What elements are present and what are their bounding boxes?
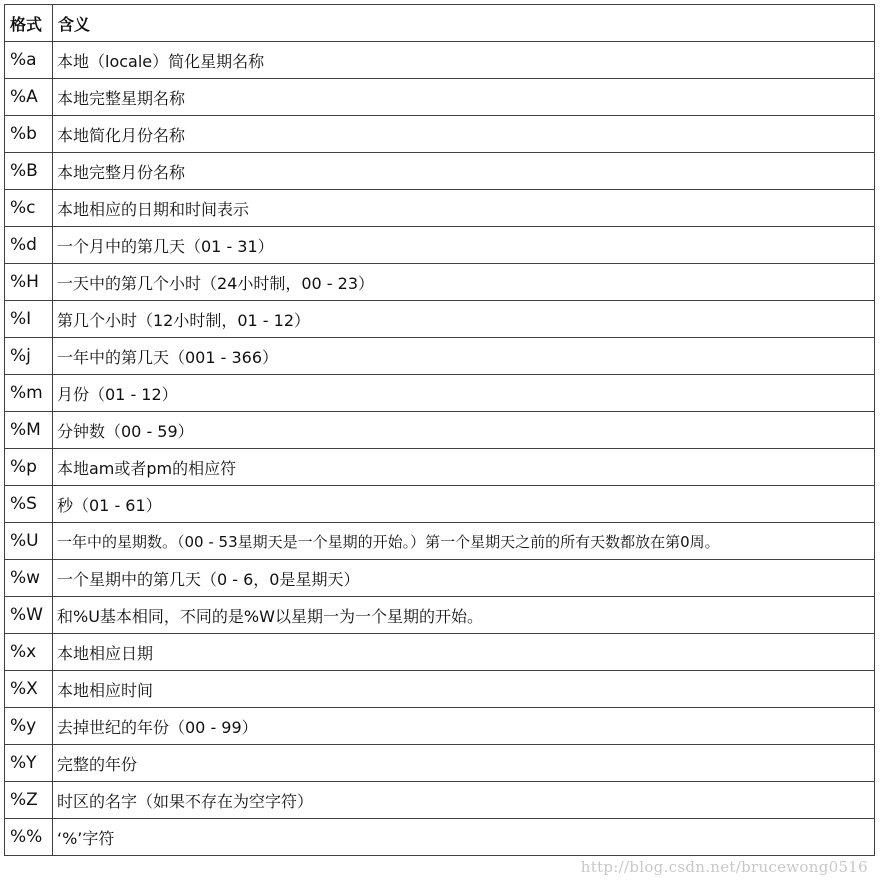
format-meaning: 本地相应时间 — [53, 671, 875, 708]
format-meaning: 第几个小时（12小时制，01 - 12） — [53, 301, 875, 338]
table-row — [5, 560, 875, 597]
format-meaning: 本地（locale）简化星期名称 — [53, 42, 875, 79]
table-row — [5, 338, 875, 375]
table-row — [5, 523, 875, 560]
format-code: %y — [5, 708, 53, 745]
format-code: %j — [5, 338, 53, 375]
format-code: %U — [5, 523, 53, 560]
table-row — [5, 190, 875, 227]
format-code: %m — [5, 375, 53, 412]
table-row — [5, 116, 875, 153]
table-header-row — [5, 5, 875, 42]
format-code: %S — [5, 486, 53, 523]
format-meaning: 本地am或者pm的相应符 — [53, 449, 875, 486]
format-meaning: 一年中的第几天（001 - 366） — [53, 338, 875, 375]
header-format: 格式 — [5, 5, 53, 42]
format-meaning: 一个星期中的第几天（0 - 6，0是星期天） — [53, 560, 875, 597]
table-row — [5, 153, 875, 190]
table-row — [5, 671, 875, 708]
format-meaning: 一年中的星期数。（00 - 53星期天是一个星期的开始。）第一个星期天之前的所有天数都放在第0周。 — [53, 523, 875, 560]
table-row — [5, 42, 875, 79]
table-row — [5, 597, 875, 634]
format-meaning: 时区的名字（如果不存在为空字符） — [53, 782, 875, 819]
format-code: %% — [5, 819, 53, 856]
table-row — [5, 301, 875, 338]
format-code: %W — [5, 597, 53, 634]
table-row — [5, 375, 875, 412]
table-row — [5, 264, 875, 301]
format-meaning: 本地相应日期 — [53, 634, 875, 671]
table-row — [5, 449, 875, 486]
format-code: %I — [5, 301, 53, 338]
format-table — [4, 4, 875, 856]
format-meaning: 完整的年份 — [53, 745, 875, 782]
format-code: %X — [5, 671, 53, 708]
format-code: %H — [5, 264, 53, 301]
format-meaning: 一天中的第几个小时（24小时制，00 - 23） — [53, 264, 875, 301]
format-meaning: 本地简化月份名称 — [53, 116, 875, 153]
format-meaning: 本地完整月份名称 — [53, 153, 875, 190]
table-row — [5, 819, 875, 856]
format-meaning: 分钟数（00 - 59） — [53, 412, 875, 449]
format-code: %M — [5, 412, 53, 449]
format-meaning: 一个月中的第几天（01 - 31） — [53, 227, 875, 264]
table-row — [5, 79, 875, 116]
format-code: %c — [5, 190, 53, 227]
watermark: http://blog.csdn.net/brucewong0516 — [580, 858, 868, 876]
header-meaning: 含义 — [53, 5, 875, 42]
table-row — [5, 782, 875, 819]
table-row — [5, 634, 875, 671]
format-meaning: ‘%’字符 — [53, 819, 875, 856]
format-meaning: 去掉世纪的年份（00 - 99） — [53, 708, 875, 745]
format-code: %b — [5, 116, 53, 153]
table-row — [5, 412, 875, 449]
format-code: %A — [5, 79, 53, 116]
format-code: %d — [5, 227, 53, 264]
format-code: %Y — [5, 745, 53, 782]
format-code: %B — [5, 153, 53, 190]
format-meaning: 秒（01 - 61） — [53, 486, 875, 523]
format-code: %p — [5, 449, 53, 486]
table-row — [5, 745, 875, 782]
table-row — [5, 227, 875, 264]
format-code: %x — [5, 634, 53, 671]
format-meaning: 月份（01 - 12） — [53, 375, 875, 412]
format-meaning: 本地完整星期名称 — [53, 79, 875, 116]
format-code: %w — [5, 560, 53, 597]
format-code: %Z — [5, 782, 53, 819]
format-code: %a — [5, 42, 53, 79]
table-row — [5, 486, 875, 523]
table-row — [5, 708, 875, 745]
format-meaning: 本地相应的日期和时间表示 — [53, 190, 875, 227]
format-meaning: 和%U基本相同，不同的是%W以星期一为一个星期的开始。 — [53, 597, 875, 634]
